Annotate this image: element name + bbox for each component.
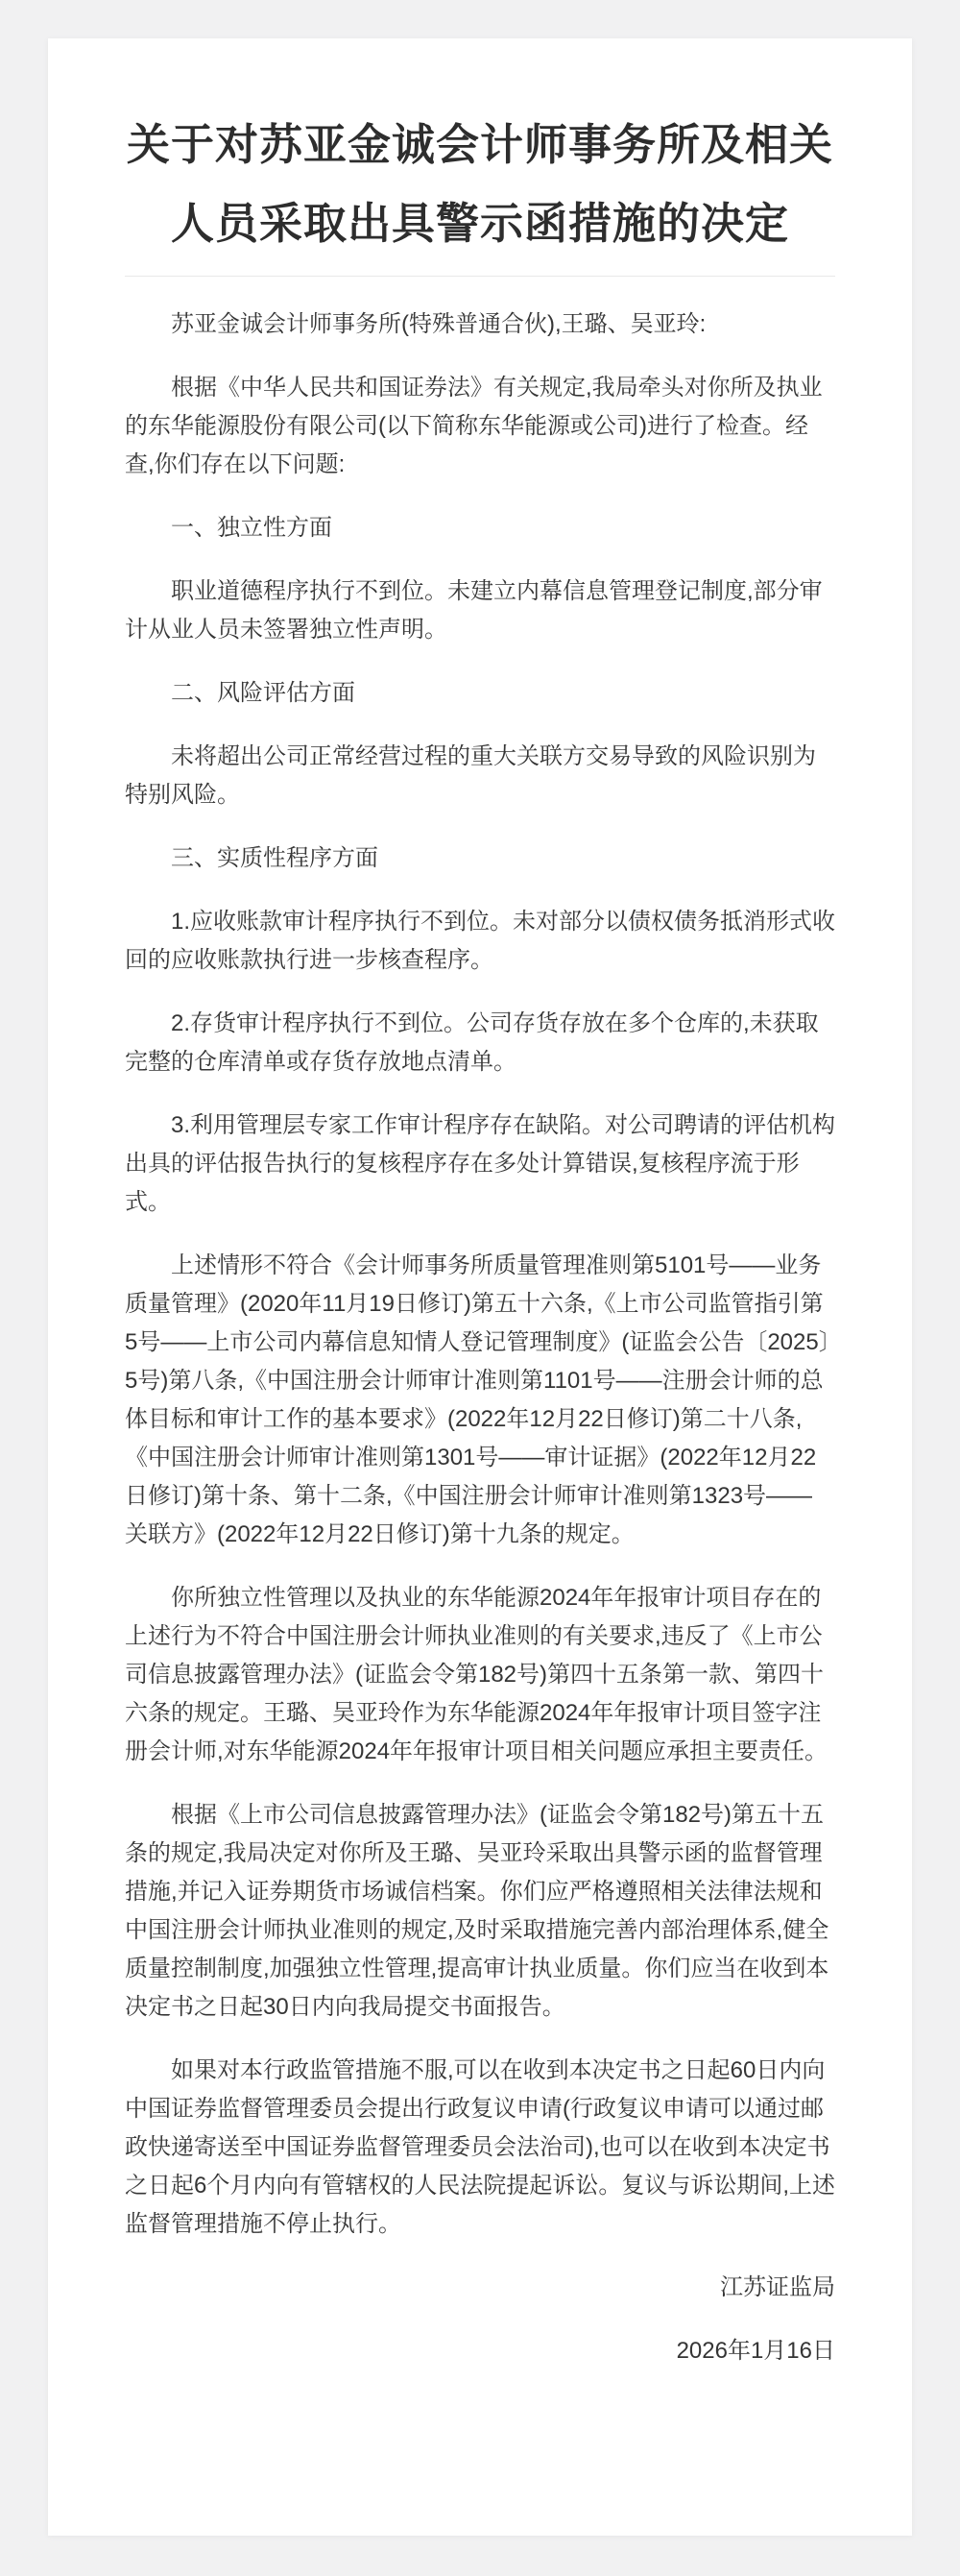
document-paragraph: 根据《中华人民共和国证券法》有关规定,我局牵头对你所及执业的东华能源股份有限公司(以下简称东华能源或公司)进行了检查。经查,你们存在以下问题: [125, 375, 823, 477]
document-title: 关于对苏亚金诚会计师事务所及相关人员采取出具警示函措施的决定 [126, 120, 833, 248]
document-body [125, 305, 835, 2244]
document-paragraph: 1.应收账款审计程序执行不到位。未对部分以债权债务抵消形式收回的应收账款执行进一步核查程序。 [125, 909, 836, 973]
document-paragraph: 你所独立性管理以及执业的东华能源2024年年报审计项目存在的上述行为不符合中国注册会计师执业准则的有关要求,违反了《上市公司信息披露管理办法》(证监会令第182号)第四十五条第一款、第四十六条的规定。王璐、吴亚玲作为东华能源2024年年报审计项目签字注册会计师,对东华能源2024年年报审计项目相关问题应承担主要责任。 [125, 1585, 828, 1764]
document-paragraph: 3.利用管理层专家工作审计程序存在缺陷。对公司聘请的评估机构出具的评估报告执行的复核程序存在多处计算错误,复核程序流于形式。 [125, 1112, 836, 1215]
document-paragraph: 未将超出公司正常经营过程的重大关联方交易导致的风险识别为特别风险。 [125, 743, 816, 808]
document-paragraph: 三、实质性程序方面 [171, 845, 378, 871]
title-divider [125, 276, 835, 277]
document-paragraph: 苏亚金诚会计师事务所(特殊普通合伙),王璐、吴亚玲: [171, 311, 707, 337]
signature-date: 2026年1月16日 [676, 2338, 835, 2364]
document-paragraph: 上述情形不符合《会计师事务所质量管理准则第5101号——业务质量管理》(2020年11月19日修订)第五十六条,《上市公司监管指引第5号——上市公司内幕信息知情人登记管理制度》(证监会公告〔2025〕5号)第八条,《中国注册会计师审计准则第1101号——注册会计师的总体目标和审计工作的基本要求》(2022年12月22日修订)第二十八条,《中国注册会计师审计准则第1301号——审计证据》(2022年12月22日修订)第十条、第十二条,《中国注册会计师审计准则第1323号——关联方》(2022年12月22日修订)第十九条的规定。 [125, 1252, 830, 1547]
document-paragraph: 根据《上市公司信息披露管理办法》(证监会令第182号)第五十五条的规定,我局决定对你所及王璐、吴亚玲采取出具警示函的监督管理措施,并记入证券期货市场诚信档案。你们应严格遵照相关法律法规和中国注册会计师执业准则的规定,及时采取措施完善内部治理体系,健全质量控制制度,加强独立性管理,提高审计执业质量。你们应当在收到本决定书之日起30日内向我局提交书面报告。 [125, 1802, 829, 2020]
document-paragraph: 职业道德程序执行不到位。未建立内幕信息管理登记制度,部分审计从业人员未签署独立性声明。 [125, 578, 823, 643]
document-paragraph: 二、风险评估方面 [171, 680, 355, 706]
signature-issuer: 江苏证监局 [720, 2274, 835, 2300]
document-page [48, 38, 912, 2536]
document-paragraph: 2.存货审计程序执行不到位。公司存货存放在多个仓库的,未获取完整的仓库清单或存货存放地点清单。 [125, 1010, 819, 1075]
document-paragraph: 如果对本行政监管措施不服,可以在收到本决定书之日起60日内向中国证券监督管理委员会提出行政复议申请(行政复议申请可以通过邮政快递寄送至中国证券监督管理委员会法治司),也可以在收到本决定书之日起6个月内向有管辖权的人民法院提起诉讼。复议与诉讼期间,上述监督管理措施不停止执行。 [125, 2057, 836, 2237]
document-paragraph: 一、独立性方面 [171, 515, 332, 541]
